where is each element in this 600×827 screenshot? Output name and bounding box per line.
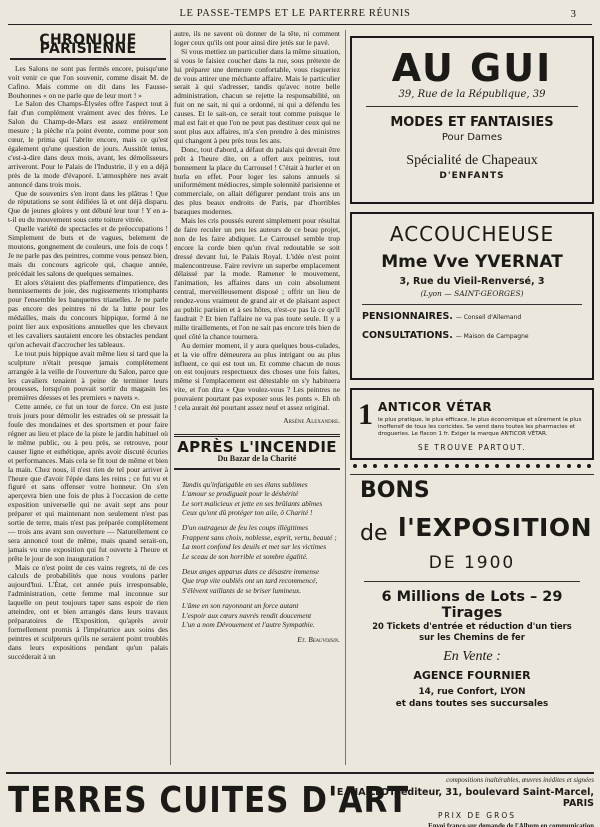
chronique-paragraph: Que de souvenirs s'en iront dans les plâtras ! Que de réputations se sont édifiées là et ont déjà disparu. Que de jeunes gloires y ont débuté leur tour ! Y en a-t-il eu du mouvement sous cette toiture vitrée. xyxy=(8,188,168,225)
expo-en-vente: En Vente : xyxy=(443,649,501,664)
expo-bons: BONS xyxy=(360,478,430,503)
expo-address xyxy=(350,687,594,710)
poem-line: L'espoir aux cœurs navrés rendit doucement xyxy=(182,610,312,620)
poem-line: L'un a nom Dévouement et l'autre Sympathie. xyxy=(182,619,315,629)
column-2 xyxy=(174,30,340,765)
expo-de: de xyxy=(360,521,388,546)
chronique-paragraph: Les Salons ne sont pas fermés encore, puisqu'une voit venir ce que l'on souvenir, comme disait M. de Cafino. Mais comme on dit dans les Fausse-Bouhonnes « on ne parle que de leur mort ! » xyxy=(8,63,168,100)
haillot-prix: PRIX DE GROS xyxy=(437,811,516,820)
expo-address-line: 14, rue Confort, LYON xyxy=(418,687,526,697)
au-gui-line3: Spécialité de Chapeaux xyxy=(406,153,538,168)
incendie-title: APRÈS L'INCENDIE xyxy=(177,437,337,456)
au-gui-line1: MODES ET FANTAISIES xyxy=(390,115,554,130)
yvernat-name: Mme Vve YVERNAT xyxy=(381,252,563,272)
poem-stanza xyxy=(182,480,340,518)
chronique-paragraph: autre, ils ne savent où donner de la tête, ni comment loger ceux qu'ils ont pour ainsi dire jetés sur le pavé. xyxy=(174,30,340,47)
au-gui-name: AU GUI xyxy=(391,46,553,90)
poem-line: S'élèvent vaillants de se briser lumineux. xyxy=(182,585,302,595)
au-gui-line2: Pour Dames xyxy=(441,132,503,143)
expo-agent: AGENCE FOURNIER xyxy=(413,669,531,682)
chronique-paragraph: Le Salon des Champs-Élysées offre l'aspect tout à fait d'un complément vraiment avec des frères. Le Salon du Champ-de-Mars est assez entièrement mesure ; la pièche n'a point évente, comme pour son cœur, le prima qui l'abrite encore, mais ce qu'est également qu'une question de jours. Aussitôt tenus, c'est-à-dire dans deux mois, avant, les démolisseurs arriveront. Pour le Palais de l'Industrie, il y en a déjà près de la mode d'évaporé. L'atmosphère nes avait annoncé dans trois mois. xyxy=(8,99,168,189)
chronique-paragraph: Au dernier moment, il y aura quelques bous-culades, et la vie offre démeurera au plus intrigant ou au plus influent, ce qui est tout un. Et comme chacun de nous on est toujours respectueux des choses une fois faites, même si l'emplacement est détestable on s'y habituera vite, et l'on dira « Que voulez-vous ? Les peintres ne pouvaient pourtant pas exposer sous les ponts ». Eh oh ! cela aurait été pourtant assez neuf et assez original. xyxy=(174,340,340,413)
chronique-paragraph: Le tout puis hippique avait même lieu si tard que la sculpture n'était presque jamais complètement arrangée à la veille de l'ouverture du Salon, parce que les cavaliers tenaient à peine de terminer leurs prouesses, lorsqu'on pouvait sortir du magasin les premières déesses et les premiers « navets ». xyxy=(8,348,168,403)
column-divider xyxy=(345,30,346,765)
haillot-publisher: E. HAILLOT, éditeur, 31, boulevard Saint-Marcel, PARIS xyxy=(336,787,594,809)
title-rule xyxy=(10,58,166,60)
anticor-name: ANTICOR VÉTAR xyxy=(378,400,493,414)
yvernat-city: (Lyon — SAINT-GEORGES) xyxy=(420,289,524,298)
ad-au-gui xyxy=(350,36,594,204)
poem-signature: Et. Beauvoisin. xyxy=(297,635,340,645)
haillot-envoi: Envoi franco sur demande de l'Album en communication xyxy=(428,823,594,827)
poem-line: D'un outrageux de feu les coups illégitimes xyxy=(182,523,308,533)
chronique-paragraph: Donc, tout d'abord, a défaut du palais qui devrait être prêt à l'heure dite, on a offert aux peintres, tout bonnement la place du Carrousel ! C'était à hurler et on hurla en effet. Pour loger les salons annuels si uniformément médiocres, simple solennité parisienne et commerciale, on allait défigurer pendant trois ans un des plus beaux endroits de Paris, par d'horribles baraques modernes. xyxy=(174,144,340,217)
column-divider xyxy=(170,30,171,765)
chronique-paragraph: Mais ce n'est point de ces vains regrets, ni de ces calculs de probabilités que nous voulons parler aujourd'hui. L'État, cet année puis irresponsable, l'administration, cette femme mal inconnue sur laquelle on peut toujours taper sans espoir de rien atteindre, ont et bien arrangés dans leurs travaux préparatoires de l'Exposition, qu'après avoir formellement promis à l'impératrice aux soins des peintres et sculpteurs qu'ils ne seraient point troublés dans leurs expositions pendant qu'un palais succéderait à un xyxy=(8,562,168,661)
header-rule xyxy=(8,24,592,25)
au-gui-address: 39, Rue de la République, 39 xyxy=(398,89,546,100)
chronique-title: CHRONIQUE PARISIENNE xyxy=(39,32,137,57)
poem-line: Frappent sans choix, noblesse, esprit, vertu, beauté ; xyxy=(182,532,337,542)
au-gui-line4: D'ENFANTS xyxy=(439,171,505,181)
haillot-compositions: compositions inaltérables, œuvres inédites et signées xyxy=(446,776,594,784)
haillot-ad xyxy=(306,776,594,827)
poem-line: Tandis qu'infatigable en ses élans sublimes xyxy=(182,479,308,489)
anticor-number: 1 xyxy=(358,398,373,431)
consult-note: — Maison de Campagne xyxy=(455,333,529,340)
chronique-paragraph: Et alors s'étaient des piaffements d'impatience, des hennissements de joie, des rugissements triomphants pour l'ensemble les banquettes trianelles. Je ne parle pas encore des peintres ni de la lutte pour les médailles, mais du concours hippique, formé à ne point lier aux expositions annuelles que les chevaux et les cavaliers sautaient encore les obstacles pendant qu'on achevait d'accrocher les tableaux. xyxy=(8,277,168,349)
accoucheuse-title: ACCOUCHEUSE xyxy=(389,222,555,246)
expo-address-line: et dans toutes ses succursales xyxy=(395,698,549,709)
expo-lots: 6 Millions de Lots – 29 Tirages xyxy=(381,589,563,621)
ad-accoucheuse xyxy=(350,212,594,380)
dot-divider xyxy=(350,464,594,470)
divider xyxy=(362,304,582,305)
poem-line: L'âme en son rayonnant un force autant xyxy=(182,601,299,611)
poem-line: Ceux qu'ont dû protéger ton aile, ô Charité ! xyxy=(182,507,313,517)
anticor-tagline: SE TROUVE PARTOUT. xyxy=(417,443,527,452)
chronique-paragraph: Cette année, ce fut un tour de force. On est juste trois jours pour démolir les estrades où se pressait la foule des mondaines et des sportsmen et pour faire régner au lieu et place de la piste le jardin habituel où le même public, ou à peu près, se retrouve, pour causer ligne et esthétique, après avoir discuté écuries et performances. Mais cela se fit tout de même et bien la main. Chez nous, il n'est rien de tel pour arriver à l'heure que d'avoir l'épée dans les reins ; ce fut vu et figuré et sans offenser votre honneur. On s'en aperçevra bien une fois de plus à l'occasion de cette exposition universelle qui ne avait sept ans pour préparer et qui maintenant non seulement n'est pas sortie de terre, mais n'est pas préparée complètement — trois ans avant son ouverture — Naturellement ce sera annoncé tout de même, mais quand serait-on, jamais vu une exposition qui fut ouverte à l'heure et prête le jour de son inauguration ? xyxy=(8,402,168,563)
anticor-description: le plus pratique, le plus efficace, le plus économique et sûrement le plus inoffensif de tous les coricides. Se vend dans toutes les pharmacies et drogueries. Le flacon 1 fr. Exiger la marque ANTICOR VÉTAR. xyxy=(378,417,582,437)
divider xyxy=(364,581,580,582)
poem-stanza xyxy=(182,601,340,629)
poem-line: Le sceau de son horrible et sombre égalité. xyxy=(182,551,308,561)
expo-tickets: 20 Tickets d'entrée et réduction d'un tiers sur les Chemins de fer xyxy=(372,621,572,642)
chronique-signature: Arsène Alexandre. xyxy=(283,415,340,425)
pension-label: PENSIONNAIRES. xyxy=(362,311,453,322)
poem-line: Le sort malicieux et jette en ses brûlants abîmes xyxy=(182,498,323,508)
poem-line: La mort confond les deuils et met sur les victimes xyxy=(182,542,327,552)
poem-line: Deux anges apparus dans ce désastre immense xyxy=(182,566,320,576)
page-number: 3 xyxy=(570,8,576,20)
chronique-paragraph: Si vous mettiez un particulier dans la même situation, si vous le faisiez coucher dans la rue, sous prétexte de lui préparer une demeure confortable, vous risqueriez de vous attirer une méchante affaire. Mais le particulier serait à qui s'adresser, tandis qu'avec notre belle administration, chacun se rejette la responsabilité, on fuit on ne sait, ni qui a ordonné, ni qui a défendu les causes. Et le sait-on, ce serait tout comme puisque le mal est fait et que l'on ne peut pas destituer ceux qui ne sont plus aux affaires, m'a s'en prendre à des ministres qui changent à peu près tous les ans. xyxy=(174,46,340,145)
chronique-paragraph: Mais les cris poussés eurent simplement pour résultat de faire reculer un peu les auteurs de ce beau projet, non de les faire abdiquer. Le Carrousel semble trop encore la corde bien qu'un rival redoutable se soit dressé devant lui, le Palais Royal. L'idée n'est point malencontreuse. Faire revivre un superbe emplacement délaissé par la mode. Ramener le mouvement, l'animation, les affaires dans un coin absolument central, merveilleusement disposé ; offrir un lieu de rendez-vous vraiment de grand air et de plaisant aspect au public parisien et à ses hôtes, n'est-ce pas là ce qu'il faudrait ? Et bien l'affaire ne va pas toute seule. Il y a mille tiraillements, et l'on ne sait pas encore très bien de quel côté la chance tournera. xyxy=(174,216,340,341)
ad-anticor xyxy=(350,388,594,460)
yvernat-address: 3, Rue du Vieil-Renversé, 3 xyxy=(399,276,545,287)
poem-line: Que trop vite oubliés ont un tard recommencé, xyxy=(182,576,318,586)
column-1 xyxy=(8,30,168,765)
poem-stanza xyxy=(182,523,340,561)
consult-line xyxy=(352,330,592,341)
expo-title: l'EXPOSITION xyxy=(398,513,592,542)
incendie-heading xyxy=(174,434,340,470)
expo-year: DE 1900 xyxy=(428,553,516,573)
terres-cuites-title: TERRES CUITES D'ART xyxy=(8,780,410,822)
running-head: LE PASSE-TEMPS ET LE PARTERRE RÉUNIS xyxy=(179,8,411,19)
chronique-paragraph: Quelle variété de spectacles et de préoccupations ! Simplement de buts et de vagues, belement de moutons, gongnement de couleurs, une fois de coqs ! Je ne parle pas des peintres, comme vous pensez bien, mais du concours agricole qui, chaque année, précédait les salons de quelques semaines. xyxy=(8,224,168,278)
incendie-subtitle: Du Bazar de la Charité xyxy=(217,453,297,463)
ad-exposition xyxy=(350,474,594,744)
poem-stanza xyxy=(182,567,340,595)
footer-banner xyxy=(6,772,594,827)
pension-note: — Conseil d'Allemand xyxy=(455,314,522,321)
divider xyxy=(366,106,578,107)
consult-label: CONSULTATIONS. xyxy=(362,330,453,341)
incendie-poem xyxy=(174,480,340,645)
poem-line: L'amour se prodiguait pour le déshérité xyxy=(182,489,299,499)
pension-line xyxy=(352,311,592,322)
ads-column xyxy=(350,30,594,765)
